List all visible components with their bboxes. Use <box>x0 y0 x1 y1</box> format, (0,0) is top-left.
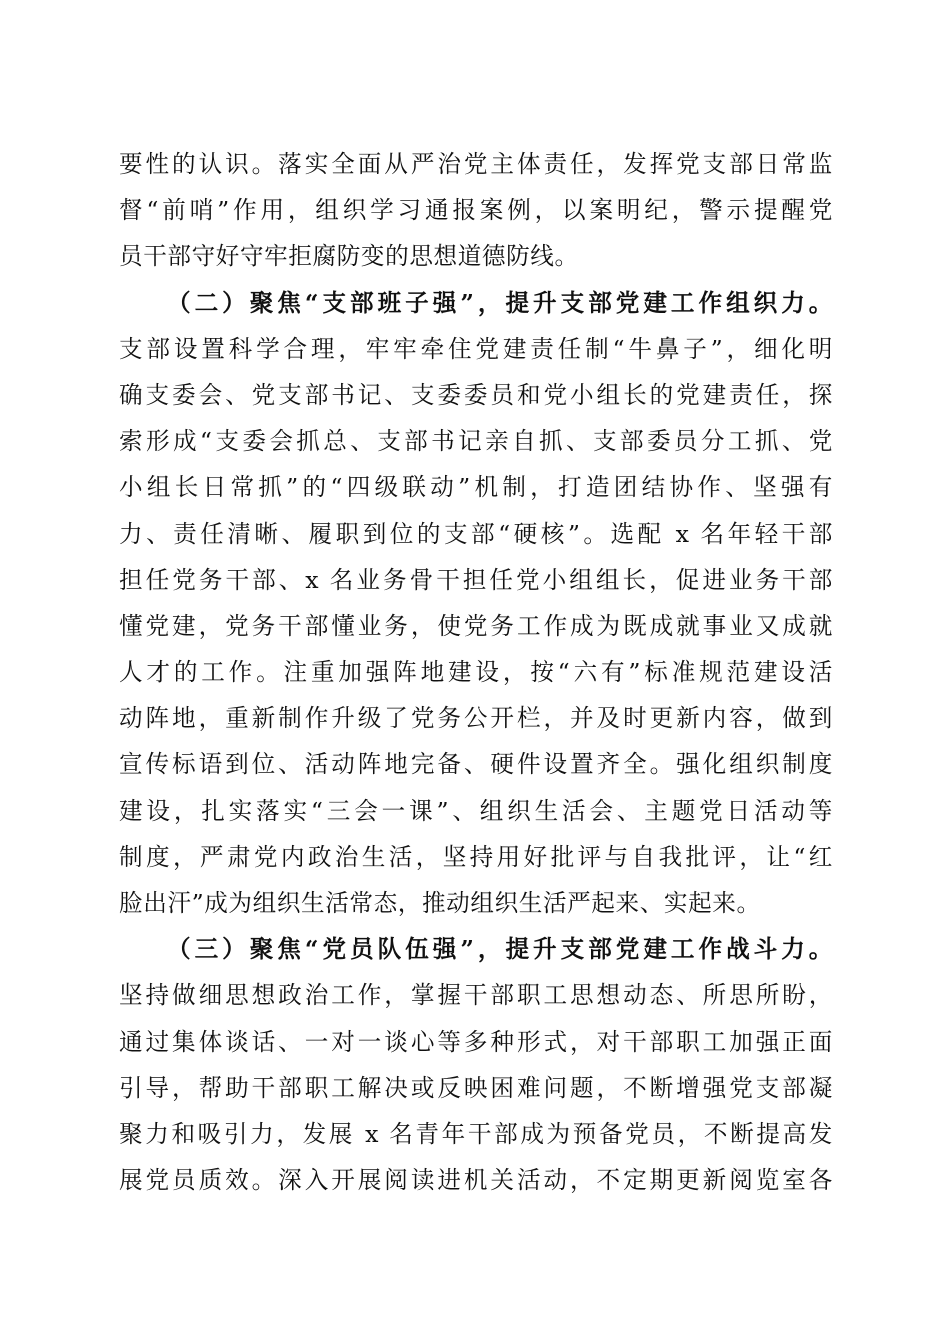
section-heading-3: （三）聚焦“党员队伍强”，提升支部党建工作战斗力。 <box>167 935 833 964</box>
text-line: 制度，严肃党内政治生活，坚持用好批评与自我批评，让“红 <box>119 842 833 871</box>
text-line: 动阵地，重新制作升级了党务公开栏，并及时更新内容，做到 <box>119 704 833 733</box>
text-line: 担任党务干部、x 名业务骨干担任党小组组长，促进业务干部 <box>119 565 833 594</box>
text-line: 员干部守好守牢拒腐防变的思想道德防线。 <box>119 242 579 271</box>
text-line: 督“前哨”作用，组织学习通报案例，以案明纪，警示提醒党 <box>119 196 833 225</box>
text-line: 小组长日常抓”的“四级联动”机制，打造团结协作、坚强有 <box>119 473 833 502</box>
text-line: 支部设置科学合理，牢牢牵住党建责任制“牛鼻子”，细化明 <box>119 334 833 363</box>
text-line: 人才的工作。注重加强阵地建设，按“六有”标准规范建设活 <box>119 658 833 687</box>
text-line: 索形成“支委会抓总、支部书记亲自抓、支部委员分工抓、党 <box>119 427 833 456</box>
text-line: 建设，扎实落实“三会一课”、组织生活会、主题党日活动等 <box>119 796 833 825</box>
text-line: 力、责任清晰、履职到位的支部“硬核”。选配 x 名年轻干部 <box>119 519 833 548</box>
text-line: 要性的认识。落实全面从严治党主体责任，发挥党支部日常监 <box>119 150 833 178</box>
text-line: 确支委会、党支部书记、支委委员和党小组长的党建责任，探 <box>119 380 833 409</box>
text-line: 展党员质效。深入开展阅读进机关活动，不定期更新阅览室各 <box>119 1166 833 1195</box>
section-heading-2: （二）聚焦“支部班子强”，提升支部党建工作组织力。 <box>167 288 833 317</box>
text-line: 聚力和吸引力，发展 x 名青年干部成为预备党员，不断提高发 <box>119 1119 833 1148</box>
document-body <box>119 141 833 1203</box>
text-line: 宣传标语到位、活动阵地完备、硬件设置齐全。强化组织制度 <box>119 750 833 779</box>
text-line: 通过集体谈话、一对一谈心等多种形式，对干部职工加强正面 <box>119 1027 833 1056</box>
text-line: 脸出汗”成为组织生活常态，推动组织生活严起来、实起来。 <box>119 889 761 917</box>
text-line: 引导，帮助干部职工解决或反映困难问题，不断增强党支部凝 <box>119 1073 833 1102</box>
text-line: 坚持做细思想政治工作，掌握干部职工思想动态、所思所盼， <box>119 981 833 1010</box>
text-line: 懂党建，党务干部懂业务，使党务工作成为既成就事业又成就 <box>119 611 833 640</box>
